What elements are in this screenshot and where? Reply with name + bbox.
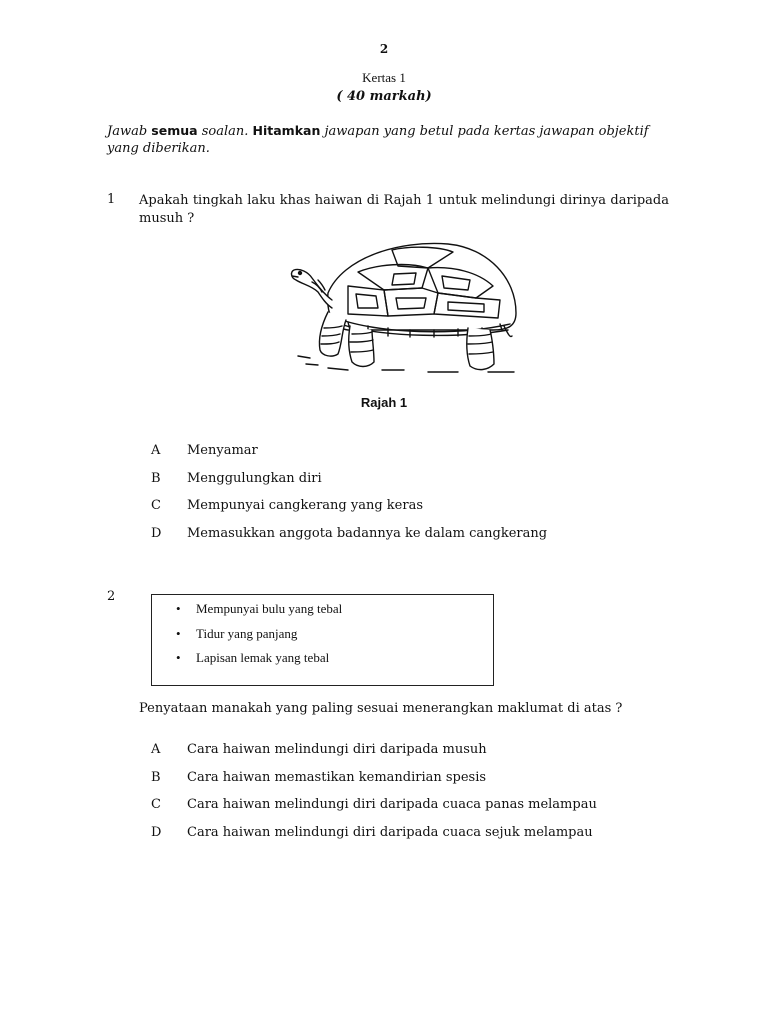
- question-2-text: Penyataan manakah yang paling sesuai menerangkan maklumat di atas ?: [139, 701, 623, 716]
- info-item: [176, 648, 342, 673]
- info-box: [151, 594, 494, 686]
- option-letter: C: [151, 797, 161, 812]
- tortoise-illustration: [288, 238, 524, 382]
- q1-option-b[interactable]: [151, 471, 322, 489]
- option-letter: C: [151, 498, 161, 513]
- option-text: Memasukkan anggota badannya ke dalam cangkerang: [187, 526, 548, 541]
- option-letter: A: [151, 742, 161, 757]
- question-2-number: 2: [107, 589, 116, 604]
- option-letter: D: [151, 825, 162, 840]
- question-1-text: Apakah tingkah laku khas haiwan di Rajah 1 untuk melindungi dirinya daripada musuh ?: [139, 193, 669, 226]
- bullet-icon: •: [176, 625, 181, 641]
- info-item-text: Tidur yang panjang: [196, 625, 298, 641]
- option-letter: D: [151, 526, 162, 541]
- q1-option-d[interactable]: [151, 526, 547, 544]
- instructions-text-2: soalan.: [197, 124, 253, 139]
- q1-option-a[interactable]: [151, 443, 258, 461]
- question-1-number: 1: [107, 192, 116, 207]
- info-item: [176, 624, 342, 649]
- option-text: Cara haiwan melindungi diri daripada cuaca sejuk melampau: [187, 825, 593, 840]
- info-item-text: Lapisan lemak yang tebal: [196, 650, 330, 665]
- instructions-text-3: jawapan yang betul pada kertas jawapan objektif yang diberikan.: [107, 124, 649, 156]
- option-text: Cara haiwan memastikan kemandirian spesis: [187, 770, 487, 785]
- q1-option-c[interactable]: [151, 498, 423, 516]
- q2-option-d[interactable]: [151, 825, 593, 843]
- paper-title: Kertas 1: [362, 70, 406, 85]
- bullet-icon: •: [176, 650, 181, 665]
- info-item: [176, 599, 342, 624]
- option-text: Menggulungkan diri: [187, 471, 322, 486]
- instructions: [107, 122, 667, 157]
- option-letter: A: [151, 443, 161, 458]
- option-text: Mempunyai cangkerang yang keras: [187, 498, 423, 513]
- q2-option-c[interactable]: [151, 797, 597, 815]
- figure-caption: Rajah 1: [360, 395, 408, 410]
- instructions-text-1: Jawab: [107, 124, 152, 139]
- bullet-icon: •: [176, 601, 181, 616]
- option-letter: B: [151, 471, 161, 486]
- total-marks: ( 40 markah): [336, 89, 432, 104]
- info-item-text: Mempunyai bulu yang tebal: [196, 601, 343, 616]
- option-letter: B: [151, 770, 161, 785]
- page-number: 2: [379, 42, 389, 56]
- option-text: Cara haiwan melindungi diri daripada cuaca panas melampau: [187, 797, 597, 812]
- q2-option-a[interactable]: [151, 742, 487, 760]
- instructions-bold-2: Hitamkan: [252, 123, 321, 138]
- instructions-bold-1: semua: [151, 123, 198, 138]
- option-text: Cara haiwan melindungi diri daripada musuh: [187, 742, 487, 757]
- q2-option-b[interactable]: [151, 770, 486, 788]
- option-text: Menyamar: [187, 443, 258, 458]
